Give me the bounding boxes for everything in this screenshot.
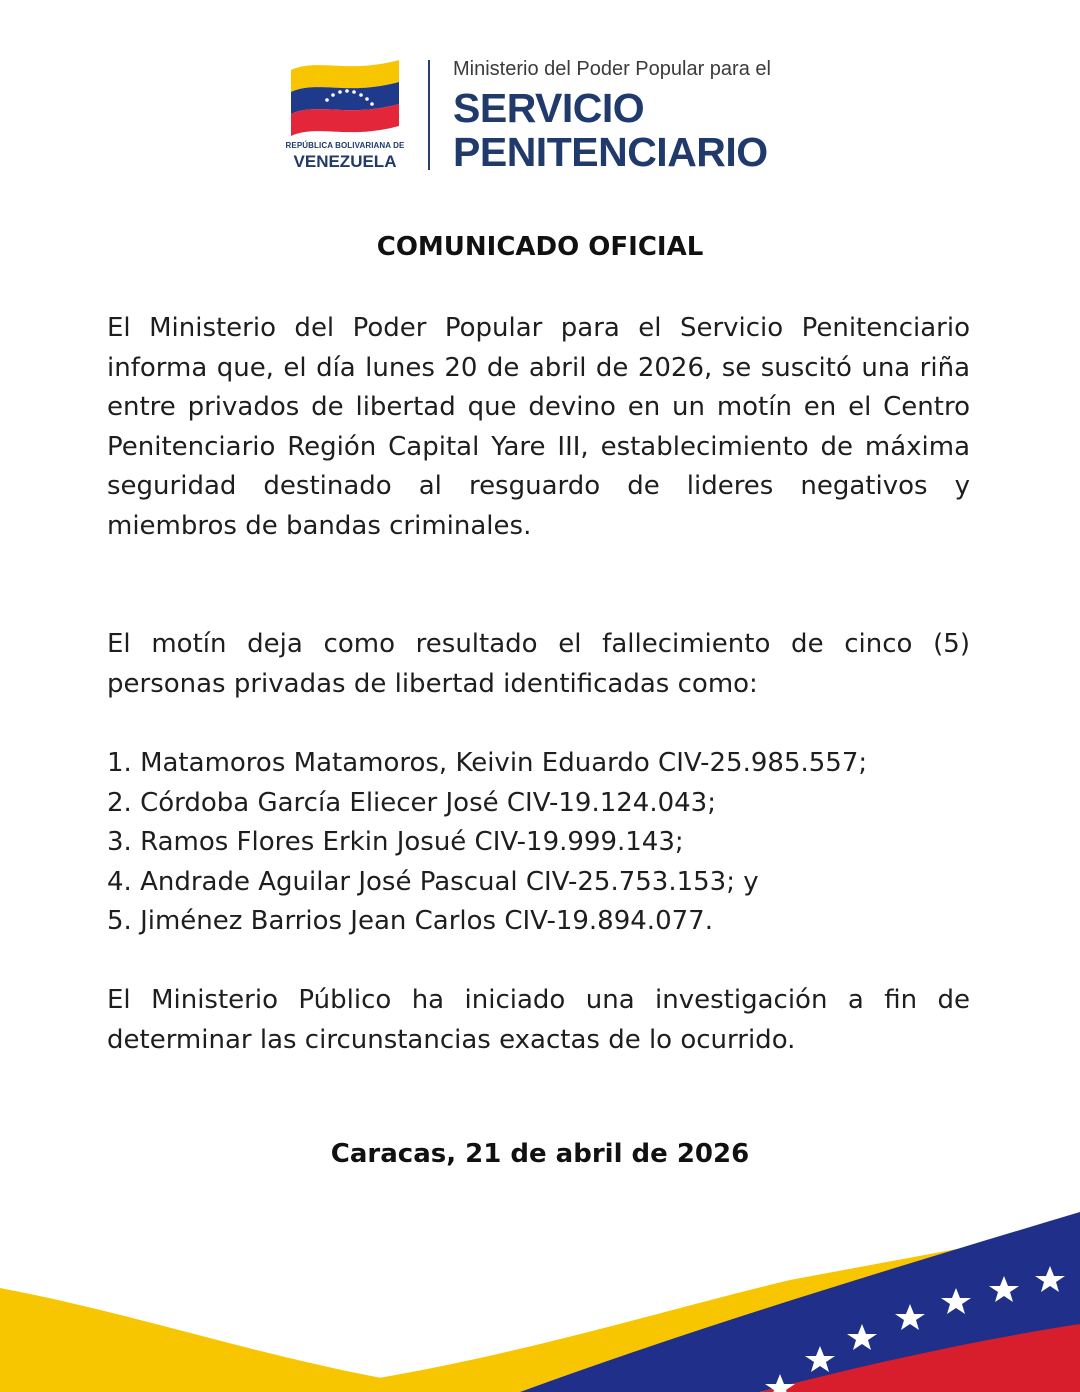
document-title: COMUNICADO OFICIAL xyxy=(376,232,704,262)
logo-caption-country: VENEZUELA xyxy=(293,152,397,171)
list-item: 4. Andrade Aguilar José Pascual CIV-25.753.153; y xyxy=(107,866,759,897)
list-item: 1. Matamoros Matamoros, Keivin Eduardo CIV-25.985.557; xyxy=(107,748,868,778)
list-item: 3. Ramos Flores Erkin Josué CIV-19.999.143; xyxy=(107,827,684,857)
agency-name-line-1: SERVICIO xyxy=(453,85,645,131)
decorative-flag-wave xyxy=(0,1196,1080,1392)
header-divider xyxy=(428,60,430,170)
ministry-line: Ministerio del Poder Popular para el xyxy=(453,58,771,80)
list-item: 5. Jiménez Barrios Jean Carlos CIV-19.894.077. xyxy=(107,906,713,936)
victim-list xyxy=(107,744,987,942)
agency-name-line-2: PENITENCIARIO xyxy=(453,129,768,175)
logo-caption-small: REPÚBLICA BOLIVARIANA DE xyxy=(285,141,405,150)
place-and-date: Caracas, 21 de abril de 2026 xyxy=(330,1139,750,1169)
paragraph-result: El motín deja como resultado el fallecimiento de cinco (5) personas privadas de libertad identificadas como: xyxy=(107,629,970,699)
paragraph-incident: El Ministerio del Poder Popular para el Servicio Penitenciario informa que, el día lunes 20 de abril de 2026, se suscitó una riña entre privados de libertad que devino en un motín en el Centro Penitenciario Región Capital Yare III, establecimiento de máxima seguridad destinado al resguardo de lideres negativos y miembros de bandas criminales. xyxy=(107,313,970,541)
venezuela-flag-logo xyxy=(287,56,403,136)
document-header xyxy=(0,0,1080,200)
list-item: 2. Córdoba García Eliecer José CIV-19.124.043; xyxy=(107,787,716,818)
paragraph-investigation: El Ministerio Público ha iniciado una investigación a fin de determinar las circunstancias exactas de lo ocurrido. xyxy=(107,985,970,1055)
